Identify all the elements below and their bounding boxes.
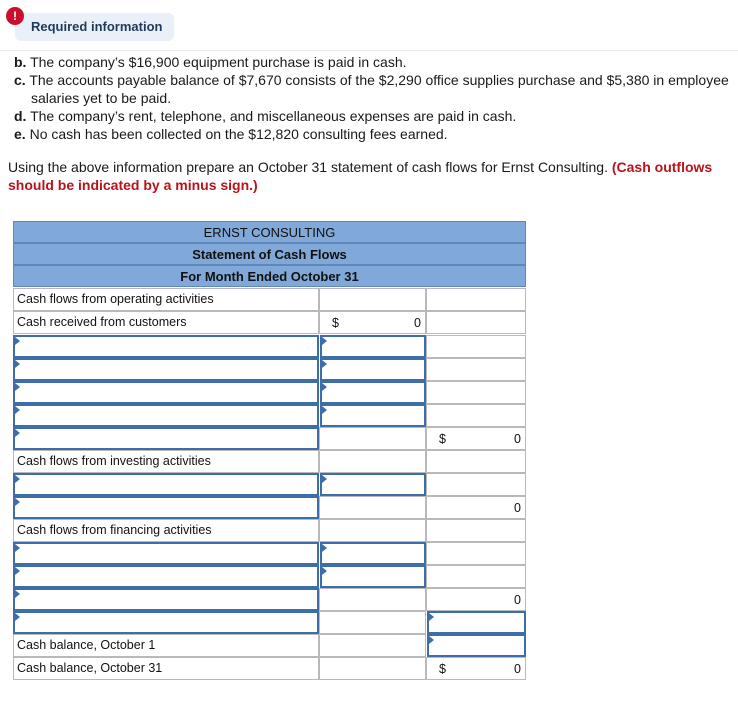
information-list [14,53,738,143]
investing-total-value: 0 [514,501,521,515]
dollar-sign: $ [332,316,339,330]
empty-cell [426,404,526,427]
cash-flow-statement [13,221,527,681]
empty-cell [426,450,526,473]
empty-cell [426,381,526,404]
empty-cell [319,588,426,611]
empty-cell [426,473,526,496]
investing-total-cell [426,496,526,519]
financing-item-input-2[interactable] [13,565,319,588]
empty-cell [319,427,426,450]
list-item [14,125,738,143]
required-info-header [0,0,738,52]
empty-cell [319,519,426,542]
item-text: The accounts payable balance of $7,670 consists of the $2,290 office supplies purchase and $5,380 in employee salaries yet to be paid. [29,72,729,106]
end-balance-cell [426,657,526,680]
list-item [14,71,738,107]
empty-cell [426,288,526,311]
item-letter: b. [14,54,27,70]
item-letter: d. [14,108,27,124]
operating-heading: Cash flows from operating activities [13,288,319,311]
operating-amount-input-3[interactable] [320,381,426,404]
required-info-tab[interactable]: Required information [15,13,174,41]
empty-cell [319,657,426,680]
cash-received-label: Cash received from customers [13,311,319,334]
operating-total-value: 0 [514,432,521,446]
alert-icon: ! [6,7,24,25]
empty-cell [319,611,426,634]
net-change-label-input[interactable] [13,611,319,634]
operating-amount-input-4[interactable] [320,404,426,427]
list-item [14,107,738,125]
statement-title: Statement of Cash Flows [13,243,526,265]
empty-cell [319,634,426,657]
empty-cell [426,335,526,358]
empty-cell [426,311,526,334]
list-item [14,53,738,71]
operating-item-input-2[interactable] [13,358,319,381]
item-letter: e. [14,126,26,142]
operating-amount-input-1[interactable] [320,335,426,358]
company-name: ERNST CONSULTING [13,221,526,243]
end-balance-label: Cash balance, October 31 [13,657,319,680]
item-text: No cash has been collected on the $12,820 consulting fees earned. [29,126,448,142]
instruction-text [8,158,736,194]
operating-item-input-4[interactable] [13,404,319,427]
begin-balance-input[interactable] [427,634,526,657]
operating-total-label-input[interactable] [13,427,319,450]
investing-item-input[interactable] [13,473,319,496]
financing-total-cell [426,588,526,611]
financing-item-input-1[interactable] [13,542,319,565]
empty-cell [426,565,526,588]
empty-cell [426,358,526,381]
operating-amount-input-2[interactable] [320,358,426,381]
investing-heading: Cash flows from investing activities [13,450,319,473]
financing-total-label-input[interactable] [13,588,319,611]
item-text: The company’s $16,900 equipment purchase is paid in cash. [30,54,407,70]
financing-amount-input-2[interactable] [320,565,426,588]
end-balance-value: 0 [514,662,521,676]
instruction-body: Using the above information prepare an October 31 statement of cash flows for Ernst Consulting. [8,159,612,175]
instruction-hint: (Cash outflows should be indicated by a minus sign.) [8,159,713,193]
dollar-sign: $ [439,662,446,676]
financing-heading: Cash flows from financing activities [13,519,319,542]
cash-received-value: 0 [414,316,421,330]
empty-cell [319,450,426,473]
empty-cell [319,288,426,311]
dollar-sign: $ [439,432,446,446]
investing-amount-input[interactable] [320,473,426,496]
net-change-amount-input[interactable] [427,611,526,634]
financing-total-value: 0 [514,593,521,607]
operating-total-cell [426,427,526,450]
statement-period: For Month Ended October 31 [13,265,526,287]
operating-item-input-1[interactable] [13,335,319,358]
empty-cell [426,519,526,542]
item-letter: c. [14,72,26,88]
operating-item-input-3[interactable] [13,381,319,404]
begin-balance-label: Cash balance, October 1 [13,634,319,657]
cash-received-amount-cell [319,311,426,334]
item-text: The company’s rent, telephone, and miscellaneous expenses are paid in cash. [30,108,517,124]
financing-amount-input-1[interactable] [320,542,426,565]
investing-total-label-input[interactable] [13,496,319,519]
divider [0,50,738,51]
empty-cell [319,496,426,519]
empty-cell [426,542,526,565]
